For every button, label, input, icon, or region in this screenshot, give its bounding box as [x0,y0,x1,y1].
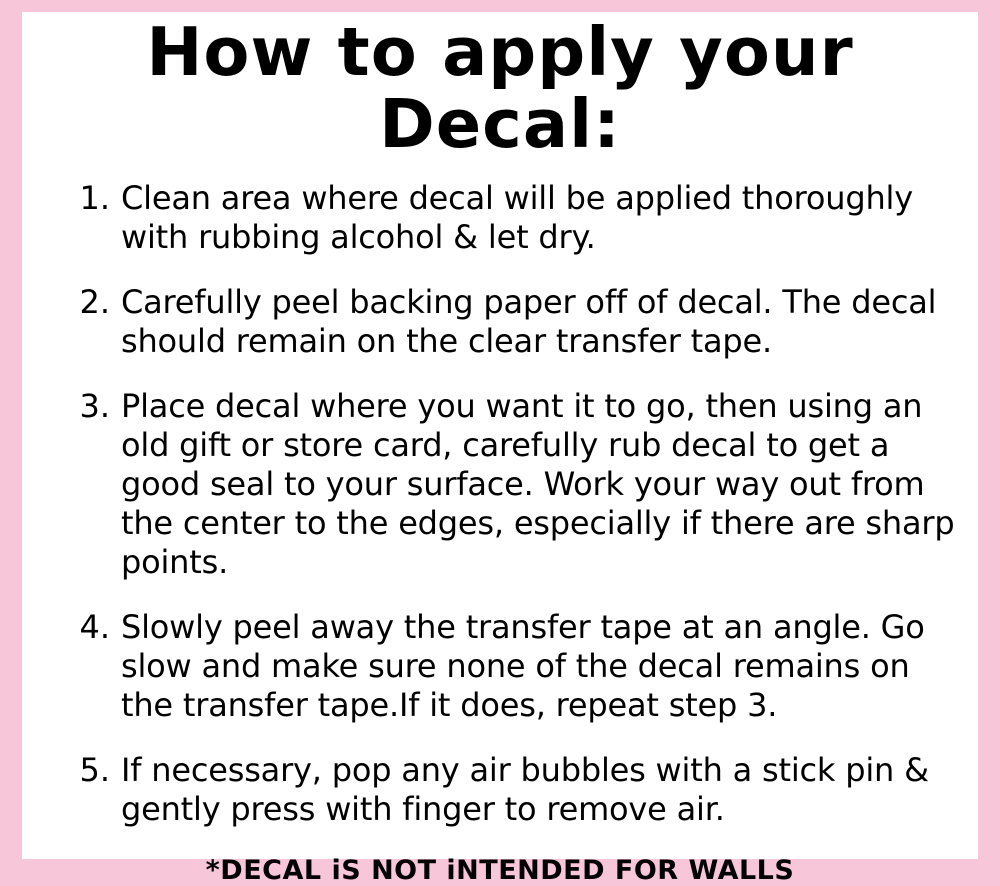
list-item [22,179,978,257]
page-title: How to apply your Decal: [146,13,854,164]
step-number: 4. [79,608,110,646]
instruction-steps-list [22,179,978,829]
step-number: 2. [79,282,110,321]
list-item [22,751,978,829]
list-item [22,283,978,361]
step-text: Clean area where decal will be applied thoroughly with rubbing alcohol & let dry. [121,178,913,256]
list-item [22,608,978,725]
step-text: If necessary, pop any air bubbles with a stick pin & gently press with finger to remove air. [121,751,929,829]
step-text: Place decal where you want it to go, then using an old gift or store card, carefully rub decal to get a good seal to your surface. Work your way out from the center to the edges, especially if there are sharp points. [121,386,955,581]
list-item [22,387,978,582]
instruction-card [22,12,978,886]
footnote-disclaimer: *DECAL iS NOT iNTENDED FOR WALLS [205,855,795,886]
step-number: 3. [79,386,110,425]
step-number: 1. [79,178,110,217]
step-text: Carefully peel backing paper off of decal. The decal should remain on the clear transfer tape. [121,282,937,360]
step-number: 5. [79,751,110,790]
step-text: Slowly peel away the transfer tape at an angle. Go slow and make sure none of the decal remains on the transfer tape.If it does, repeat step 3. [121,608,925,725]
